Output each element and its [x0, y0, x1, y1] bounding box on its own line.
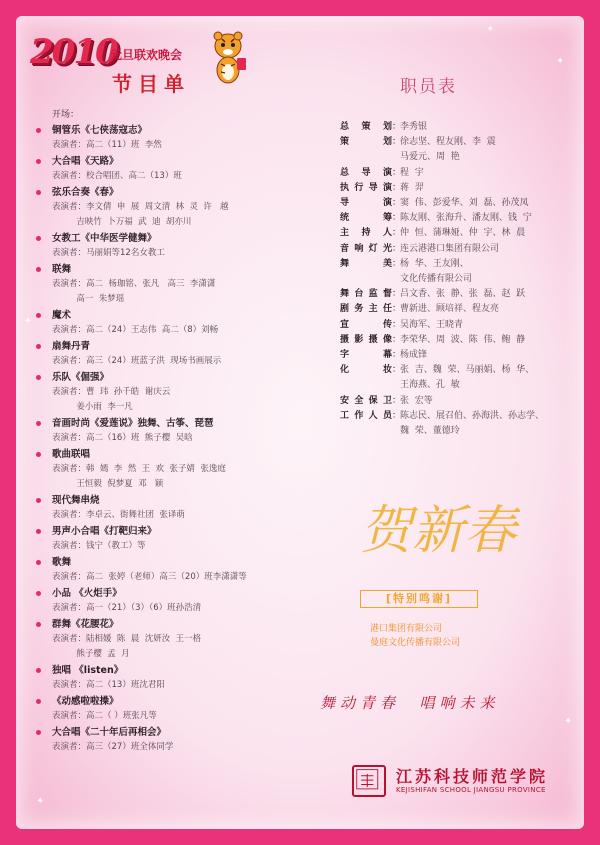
staff-names: 李秀银: [400, 122, 428, 132]
program-item-performers: 表演者：韩 嫣 李 然 王 欢 张子婧 张逸庭: [52, 464, 226, 474]
staff-role: 剧务主任: [340, 304, 392, 315]
staff-role: 化妆: [340, 365, 392, 376]
staff-role: 舞台监督: [340, 289, 392, 300]
staff-row: 总策划 ： 李秀银: [340, 120, 590, 135]
school-name: 江苏科技师范学院: [396, 767, 549, 786]
staff-role: 策划: [340, 137, 392, 148]
staff-names: 程 宇: [400, 167, 424, 178]
program-item-title: 群舞《花腰花》: [34, 617, 304, 632]
bullet-icon: [36, 498, 41, 503]
program-item-title: 女教工《中华医学健舞》: [34, 231, 304, 246]
slogan: 舞动青春 唱响未来: [320, 694, 500, 712]
staff-role: 字幕: [340, 350, 392, 361]
staff-names: 杨成锋: [400, 350, 428, 361]
program-item-performers: 表演者：曹 玮 孙千皓 谢庆云: [52, 387, 171, 397]
tiger-mascot-icon: [206, 28, 250, 88]
program-item-performers: 表演者：李文倩 申 展 周文清 林 灵 许 越: [52, 202, 229, 212]
program-item-title: 魔术: [34, 308, 304, 323]
sparkle-icon: ✦: [556, 56, 565, 67]
program-item: [34, 308, 304, 338]
program-item-performers: 表演者：高二 杨珈铭、张凡 高三 李潇潇: [52, 279, 216, 289]
program-item-performers: 表演者：高二（13）班沈君阳: [52, 680, 165, 690]
bullet-icon: [36, 190, 41, 195]
staff-names: 仲 恒、蒲琳娅、仲 宇、林 晨: [400, 228, 526, 239]
staff-row: 策划 ： 徐志坚、程友刚、李 震 马爱元、周 艳: [340, 135, 590, 165]
program-item-performers: 表演者：陆相媛 陈 晨 沈妍汝 王一格: [52, 634, 202, 644]
bullet-icon: [36, 452, 41, 457]
staff-row: 宣传 ： 吴海军、王晓青: [340, 318, 590, 333]
sparkle-icon: ✦: [24, 316, 33, 327]
staff-role: 总导演: [340, 167, 392, 178]
program-item-title: 铜管乐《七侠荡寇志》: [34, 123, 304, 138]
bullet-icon: [36, 591, 41, 596]
staff-list: [340, 120, 590, 439]
program-item-performers: 姜小雨 李一凡: [52, 402, 133, 412]
staff-names: 连云港港口集团有限公司: [400, 243, 500, 254]
event-year-logo: 2010: [30, 32, 117, 72]
staff-row: 安全保卫 ： 张 宏等: [340, 394, 590, 409]
program-item: [34, 447, 304, 492]
staff-names: 陈志民、展召伯、孙海洪、孙志学、 魏 荣、董德玲: [400, 410, 545, 437]
sponsor-1: 港口集团有限公司: [370, 624, 443, 634]
staff-names: 李荣华、周 波、陈 伟、鲍 静: [400, 334, 526, 345]
sparkle-icon: ✦: [486, 24, 495, 35]
program-item-performers: 表演者：高二（ ）班张凡等: [52, 711, 157, 721]
staff-row: 化妆 ： 张 吉、魏 荣、马丽娟、杨 华、 王海燕、孔 敏: [340, 363, 590, 393]
program-item-performers: 表演者：李卓云、街舞社团 张译萌: [52, 510, 185, 520]
staff-role: 主持人: [340, 228, 392, 239]
program-list: [34, 108, 304, 755]
staff-role: 音响灯光: [340, 243, 392, 254]
staff-role: 工作人员: [340, 410, 392, 421]
program-item-title: 弦乐合奏《春》: [34, 185, 304, 200]
staff-names: 杨 华、王友刚、 文化传播有限公司: [400, 258, 473, 285]
program-item-title: 《动感啦啦操》: [34, 694, 304, 709]
program-item: [34, 617, 304, 662]
staff-row: 主持人 ： 仲 恒、蒲琳娅、仲 宇、林 晨: [340, 226, 590, 241]
staff-role: 执行导演: [340, 182, 392, 193]
bullet-icon: [36, 668, 41, 673]
program-item-title: 歌舞: [34, 555, 304, 570]
staff-names: 窦 伟、彭爱华、刘 磊、孙茂凤: [400, 198, 529, 209]
staff-row: 导演 ： 窦 伟、彭爱华、刘 磊、孙茂凤: [340, 196, 590, 211]
bullet-icon: [36, 699, 41, 704]
staff-row: 总导演 ： 程 宇: [340, 166, 590, 181]
staff-names: 曹新进、顾培祥、程友亮: [400, 304, 500, 315]
program-item-title: 扇舞丹青: [34, 339, 304, 354]
bullet-icon: [36, 128, 41, 133]
program-item-performers: 表演者：高二（11）班 李然: [52, 140, 162, 150]
program-item-title: 大合唱《天路》: [34, 154, 304, 169]
program-item: [34, 555, 304, 585]
staff-row: 舞美 ： 杨 华、王友刚、 文化传播有限公司: [340, 257, 590, 287]
program-item: [34, 524, 304, 554]
program-item: [34, 694, 304, 724]
program-item-title: 独唱 《listen》: [34, 663, 304, 678]
program-item-title: 现代舞串烧: [34, 493, 304, 508]
page-title: 节目单: [112, 72, 190, 96]
staff-names: 张 吉、魏 荣、马丽娟、杨 华、 王海燕、孔 敏: [400, 365, 535, 391]
staff-names: 陈友刚、张海升、潘友刚、钱 宁: [400, 213, 532, 224]
staff-row: 摄影摄像 ： 李荣华、周 波、陈 伟、鲍 静: [340, 333, 590, 348]
program-item-performers: 王恒毅 倪梦夏 邓 颖: [52, 479, 164, 489]
program-item: [34, 586, 304, 616]
program-item: [34, 370, 304, 415]
program-item-performers: 表演者：钱宁（教工）等: [52, 541, 146, 551]
staff-role: 统筹: [340, 213, 392, 224]
staff-role: 总策划: [340, 122, 392, 132]
program-item-performers: 表演者：马丽娟等12名女教工: [52, 248, 165, 258]
program-item: [34, 123, 304, 153]
bullet-icon: [36, 267, 41, 272]
program-item-title: 乐队《倔强》: [34, 370, 304, 385]
staff-names: 徐志坚、程友刚、李 震 马爱元、周 艳: [400, 137, 496, 163]
program-item: [34, 416, 304, 446]
greeting-text: 贺新春: [360, 501, 517, 561]
staff-row: 执行导演 ： 蒋 羿: [340, 181, 590, 196]
program-item: [34, 262, 304, 307]
program-item-performers: 表演者：高二（16）班 熊子樱 吴晗: [52, 433, 193, 443]
program-item: [34, 339, 304, 369]
program-item-title: 音画时尚《爱莲说》独舞、古筝、琵琶: [34, 416, 304, 431]
school-name-en: KEJISHIFAN SCHOOL JIANGSU PROVINCE: [396, 786, 546, 794]
bullet-icon: [36, 344, 41, 349]
staff-role: 安全保卫: [340, 395, 392, 406]
bullet-icon: [36, 622, 41, 627]
program-item-performers: 表演者：校合唱团、高二（13）班: [52, 171, 182, 181]
bullet-icon: [36, 529, 41, 534]
special-thanks-label: [特别鸣谢]: [360, 590, 478, 608]
staff-row: 统筹 ： 陈友刚、张海升、潘友刚、钱 宁: [340, 211, 590, 226]
program-item: [34, 663, 304, 693]
program-item-performers: 表演者：高二 张婷（老师）高三（20）班李潇潇等: [52, 572, 247, 582]
staff-row: 音响灯光 ： 连云港港口集团有限公司: [340, 242, 590, 257]
bullet-icon: [36, 159, 41, 164]
program-item-performers: 表演者：高一（21）（3）（6）班孙浩清: [52, 603, 202, 613]
program-item-performers: 熊子樱 孟 月: [52, 649, 130, 659]
sparkle-icon: ✦: [36, 796, 45, 807]
bullet-icon: [36, 375, 41, 380]
program-item-performers: 表演者：高二（24）王志伟 高二（8）刘畅: [52, 325, 219, 335]
staff-row: 剧务主任 ： 曹新进、顾培祥、程友亮: [340, 302, 590, 317]
staff-role: 摄影摄像: [340, 334, 392, 345]
greeting-calligraphy: [350, 478, 520, 578]
staff-names: 蒋 羿: [400, 182, 424, 193]
bullet-icon: [36, 730, 41, 735]
staff-names: 吴海军、王晓青: [400, 319, 464, 330]
staff-row: 工作人员 ： 陈志民、展召伯、孙海洪、孙志学、 魏 荣、董德玲: [340, 409, 590, 439]
staff-title: 职员表: [400, 77, 457, 97]
program-item-title: 歌曲联唱: [34, 447, 304, 462]
program-item-title: 男声小合唱《打靶归来》: [34, 524, 304, 539]
program-item: [34, 185, 304, 230]
bullet-icon: [36, 313, 41, 318]
staff-row: 舞台监督 ： 吕文香、张 静、张 磊、赵 跃: [340, 287, 590, 302]
program-item-performers: 吉映竹 卜万福 武 迪 胡亦川: [52, 217, 192, 227]
program-item-performers: 表演者：高三（27）班全体同学: [52, 742, 174, 752]
staff-names: 吕文香、张 静、张 磊、赵 跃: [400, 289, 526, 300]
bullet-icon: [36, 421, 41, 426]
program-item: [34, 725, 304, 755]
program-item-title: 小品 《火炬手》: [34, 586, 304, 601]
program-item-performers: 高一 朱梦瑶: [52, 294, 125, 304]
staff-role: 舞美: [340, 258, 392, 269]
program-item-title: 联舞: [34, 262, 304, 277]
school-seal-icon: [352, 765, 386, 797]
bullet-icon: [36, 236, 41, 241]
event-name: 元旦联欢晚会: [110, 48, 183, 62]
staff-role: 宣传: [340, 319, 392, 330]
staff-names: 张 宏等: [400, 395, 433, 406]
sponsor-2: 曼庭文化传播有限公司: [370, 638, 461, 648]
staff-role: 导演: [340, 198, 392, 209]
bullet-icon: [36, 560, 41, 565]
sparkle-icon: ✦: [564, 716, 573, 727]
program-item: [34, 154, 304, 184]
program-item-performers: 表演者：高三（24）班蓝子洪 现场书画展示: [52, 356, 222, 366]
program-heading: 开场：: [52, 110, 80, 120]
program-item: [34, 493, 304, 523]
staff-row: 字幕 ： 杨成锋: [340, 348, 590, 363]
program-item-title: 大合唱《二十年后再相会》: [34, 725, 304, 740]
program-item: [34, 231, 304, 261]
